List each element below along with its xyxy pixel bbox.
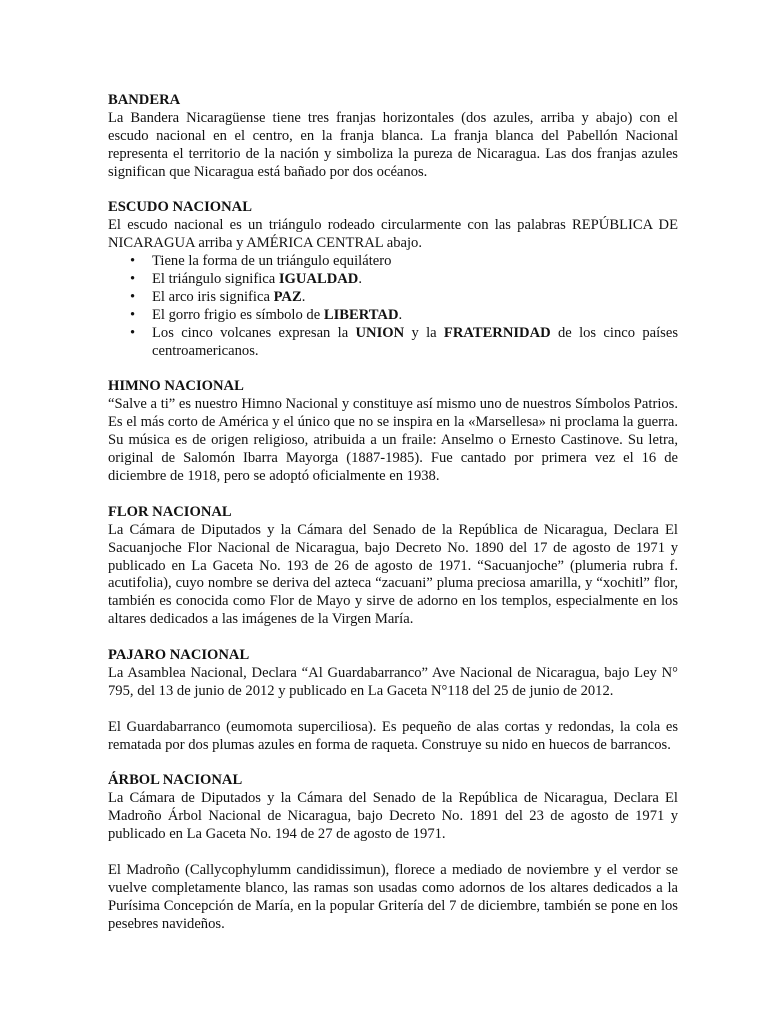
bullet-text: Tiene la forma de un triángulo equilátero bbox=[152, 253, 392, 270]
section-arbol bbox=[108, 772, 678, 933]
list-item bbox=[152, 307, 678, 325]
list-item bbox=[152, 289, 678, 307]
list-item bbox=[152, 271, 678, 289]
section-pajaro bbox=[108, 647, 678, 754]
paragraph-arbol-decree: La Cámara de Diputados y la Cámara del Senado de la República de Nicaragua, Declara El Madroño Árbol Nacional de Nicaragua, bajo Decreto No. 1891 del 23 de agosto de 1971 y publicado en La Gaceta No. 194 de 27 de agosto de 1971. bbox=[108, 790, 678, 843]
heading-himno: HIMNO NACIONAL bbox=[108, 378, 244, 395]
heading-bandera: BANDERA bbox=[108, 92, 181, 108]
heading-flor: FLOR NACIONAL bbox=[108, 503, 232, 520]
bullet-bold-term: FRATERNIDAD bbox=[443, 324, 551, 341]
paragraph-flor: La Cámara de Diputados y la Cámara del Senado de la República de Nicaragua, Declara El Sacuanjoche Flor Nacional de Nicaragua, bajo Decreto No. 1890 del 17 de agosto de 1971 y publicado en La Gaceta No. 193 de 26 de agosto de 1971. “Sacuanjoche” (plumeria rubra f. acutifolia), cuyo nombre se deriva del azteca “zacuani” pluma preciosa amarilla, y “xochitl” flor, también es conocida como Flor de Mayo y sirve de adorno en los templos, especialmente en los altares dedicados a las imágenes de la Virgen María. bbox=[108, 521, 678, 628]
bullet-bold-term: LIBERTAD bbox=[323, 306, 399, 323]
bullet-text: Los cinco volcanes expresan la bbox=[152, 324, 356, 341]
escudo-bullet-list bbox=[108, 253, 678, 360]
bullet-text: El arco iris significa bbox=[152, 288, 274, 305]
bullet-text: . bbox=[358, 271, 362, 288]
paragraph-pajaro-description: El Guardabarranco (eumomota superciliosa). Es pequeño de alas cortas y redondas, la cola es rematada por dos plumas azules en forma de raqueta. Construye su nido en huecos de barrancos. bbox=[108, 718, 678, 753]
bullet-bold-term: IGUALDAD bbox=[278, 271, 359, 288]
bullet-text: . bbox=[301, 288, 306, 305]
list-item bbox=[152, 253, 678, 271]
heading-pajaro: PAJARO NACIONAL bbox=[108, 647, 250, 664]
bullet-text: . bbox=[398, 306, 403, 323]
paragraph-pajaro-law: La Asamblea Nacional, Declara “Al Guardabarranco” Ave Nacional de Nicaragua, bajo Ley N° 795, del 13 de junio de 2012 y publicado en La Gaceta N°118 del 25 de junio de 2012. bbox=[108, 664, 678, 699]
bullet-text: y la bbox=[404, 324, 444, 341]
section-himno bbox=[108, 378, 678, 485]
bullet-text: de los cinco países centroamericanos. bbox=[152, 324, 679, 359]
section-escudo bbox=[108, 199, 678, 360]
paragraph-arbol-description: El Madroño (Callycophylumm candidissimun), florece a mediado de noviembre y el verdor se vuelve completamente blanco, las ramas son usadas como adornos de los altares dedicados a la Purísima Concepción de María, en la popular Gritería del 7 de diciembre, también se pone en los pesebres navideños. bbox=[108, 861, 678, 932]
list-item bbox=[152, 325, 678, 361]
bullet-text: El triángulo significa bbox=[152, 271, 279, 288]
bullet-bold-term: UNION bbox=[355, 324, 405, 341]
bullet-bold-term: PAZ bbox=[273, 288, 302, 305]
paragraph-bandera: La Bandera Nicaragüense tiene tres franjas horizontales (dos azules, arriba y abajo) con el escudo nacional en el centro, en la franja blanca. La franja blanca del Pabellón Nacional representa el territorio de la nación y simboliza la pureza de Nicaragua. Las dos franjas azules significan que Nicaragua está bañado por dos océanos. bbox=[108, 109, 678, 180]
section-bandera bbox=[108, 92, 678, 182]
heading-arbol: ÁRBOL NACIONAL bbox=[108, 772, 243, 789]
section-flor bbox=[108, 504, 678, 629]
paragraph-himno: “Salve a ti” es nuestro Himno Nacional y constituye así mismo uno de nuestros Símbolos Patrios. Es el más corto de América y el único que no se inspira en la «Marsellesa» ni proclama la guerra. Su música es de origen religioso, atribuida a un fraile: Anselmo o Ernesto Castinove. Su letra, original de Salomón Ibarra Mayorga (1887-1985). Fue cantado por primera vez el 16 de diciembre de 1918, pero se adoptó oficialmente en 1938. bbox=[108, 396, 678, 484]
bullet-text: El gorro frigio es símbolo de bbox=[152, 306, 324, 323]
heading-escudo: ESCUDO NACIONAL bbox=[108, 199, 252, 216]
paragraph-escudo: El escudo nacional es un triángulo rodeado circularmente con las palabras REPÚBLICA DE NICARAGUA arriba y AMÉRICA CENTRAL abajo. bbox=[108, 217, 678, 252]
